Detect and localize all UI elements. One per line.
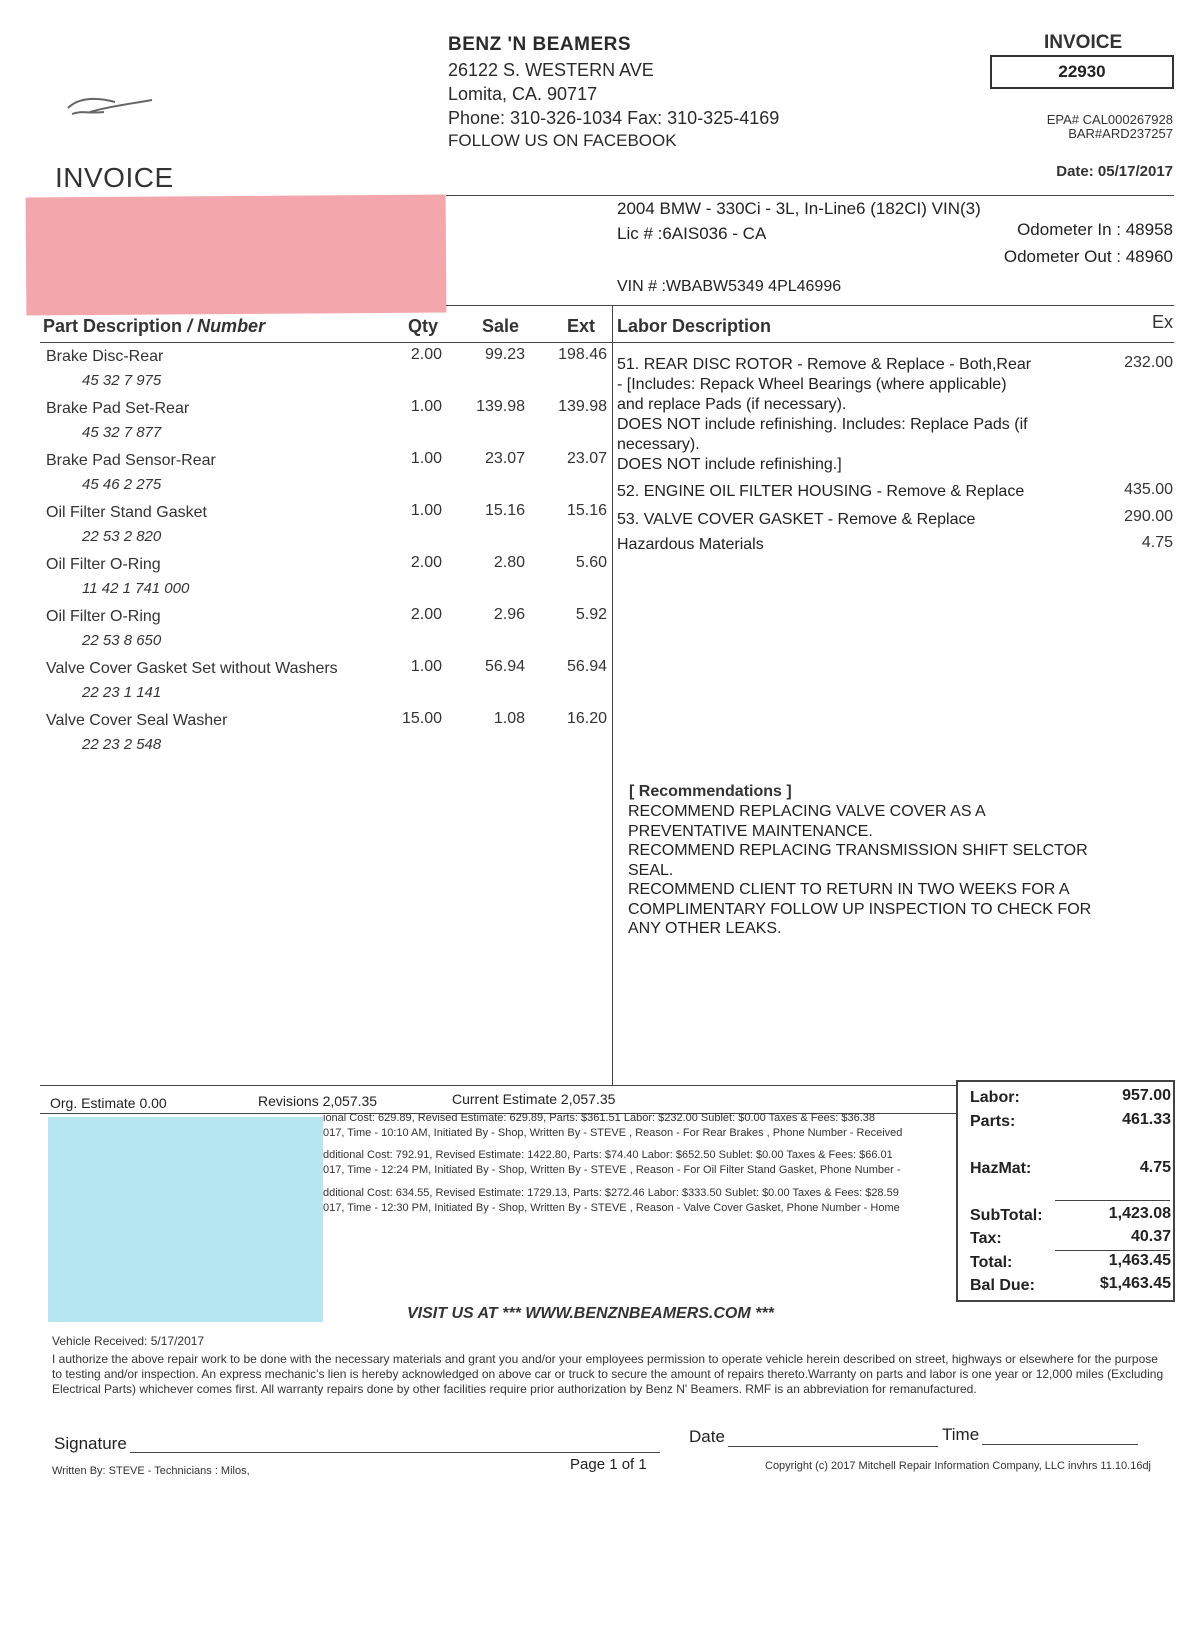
labor-amount-1: 232.00 bbox=[1124, 354, 1173, 371]
part-number: 11 42 1 741 000 bbox=[82, 580, 190, 597]
totals-total-label: Total: bbox=[970, 1254, 1013, 1271]
totals-tax-label: Tax: bbox=[970, 1230, 1002, 1247]
totals-total-value: 1,463.45 bbox=[1108, 1252, 1171, 1269]
signature-line bbox=[130, 1452, 660, 1453]
written-by: Written By: STEVE - Technicians : Milos, bbox=[52, 1465, 250, 1477]
column-header-divider bbox=[40, 342, 1174, 343]
labor-amount-3: 290.00 bbox=[1124, 508, 1173, 525]
part-qty: 1.00 bbox=[410, 502, 442, 519]
part-sale: 2.96 bbox=[493, 606, 525, 623]
company-address: 26122 S. WESTERN AVE bbox=[448, 60, 654, 80]
company-name: BENZ 'N BEAMERS bbox=[448, 34, 632, 55]
totals-hazmat-label: HazMat: bbox=[970, 1160, 1032, 1177]
labor-line-3: 53. VALVE COVER GASKET - Remove & Replace bbox=[617, 511, 976, 528]
part-ext: 15.16 bbox=[566, 502, 607, 519]
part-ext: 5.60 bbox=[575, 554, 607, 571]
part-number: 45 32 7 975 bbox=[82, 372, 162, 389]
bar-number: BAR#ARD237257 bbox=[1068, 126, 1173, 141]
part-description: Valve Cover Gasket Set without Washers bbox=[46, 660, 338, 677]
part-sale: 139.98 bbox=[476, 398, 525, 415]
parts-header-ext: Ext bbox=[567, 316, 596, 336]
time-line bbox=[982, 1444, 1138, 1445]
redacted-estimate-info bbox=[48, 1117, 323, 1322]
parts-header-desc bbox=[43, 316, 265, 337]
part-ext: 23.07 bbox=[566, 450, 607, 467]
license-numbers bbox=[1047, 113, 1173, 141]
invoice-number-box bbox=[990, 55, 1174, 89]
redacted-customer-info bbox=[26, 195, 447, 316]
vehicle-divider bbox=[446, 305, 1174, 306]
part-number: 45 32 7 877 bbox=[82, 424, 162, 441]
parts-header-qty: Qty bbox=[408, 316, 439, 336]
copyright: Copyright (c) 2017 Mitchell Repair Information Company, LLC invhrs 11.10.16dj bbox=[765, 1460, 1151, 1472]
part-ext: 5.92 bbox=[575, 606, 607, 623]
parts-header-number-label: / Number bbox=[187, 316, 266, 336]
part-description: Oil Filter O-Ring bbox=[46, 556, 161, 573]
company-logo bbox=[60, 88, 160, 120]
company-phone-fax: Phone: 310-326-1034 Fax: 310-325-4169 bbox=[448, 108, 780, 128]
date-line bbox=[728, 1446, 938, 1447]
part-sale: 99.23 bbox=[484, 346, 525, 363]
labor-line-1: 51. REAR DISC ROTOR - Remove & Replace - Both,Rear - [Includes: Repack Wheel Bearings (where applicable) and replace Pads (if necessary). DOES NOT include refinishing. Includes: Replace Pads (if necessary). DOES NOT include refinishing.] bbox=[617, 356, 1032, 473]
part-sale: 15.16 bbox=[484, 502, 525, 519]
part-description: Oil Filter Stand Gasket bbox=[46, 504, 207, 521]
odometer-in: Odometer In : 48958 bbox=[1017, 220, 1173, 239]
recommendations-title: [ Recommendations ] bbox=[629, 783, 792, 800]
invoice-number: 22930 bbox=[1058, 62, 1106, 81]
labor-amount-4: 4.75 bbox=[1141, 534, 1173, 551]
totals-subtotal-value: 1,423.08 bbox=[1108, 1205, 1171, 1222]
totals-subtotal-label: SubTotal: bbox=[970, 1207, 1043, 1224]
labor-header-ext: Ex bbox=[1151, 312, 1173, 332]
part-qty: 1.00 bbox=[410, 658, 442, 675]
part-description: Brake Pad Sensor-Rear bbox=[46, 452, 216, 469]
part-sale: 23.07 bbox=[484, 450, 525, 467]
totals-hazmat-value: 4.75 bbox=[1139, 1159, 1171, 1176]
estimate-line-4: 017, Time - 12:24 PM, Initiated By - Shop, Written By - STEVE , Reason - For Oil Filter Stand Gasket, Phone Number - bbox=[323, 1164, 901, 1176]
totals-parts-value: 461.33 bbox=[1122, 1111, 1171, 1128]
vehicle-license: Lic # :6AIS036 - CA bbox=[617, 224, 767, 243]
part-number: 45 46 2 275 bbox=[82, 476, 162, 493]
time-label: Time bbox=[942, 1425, 980, 1444]
odometer-out: Odometer Out : 48960 bbox=[1003, 247, 1173, 266]
part-description: Valve Cover Seal Washer bbox=[46, 712, 228, 729]
epa-number: EPA# CAL000267928 bbox=[1046, 112, 1173, 127]
estimate-line-2: 017, Time - 10:10 AM, Initiated By - Shop, Written By - STEVE , Reason - For Rear Brakes , Phone Number - Received bbox=[323, 1127, 903, 1139]
company-city: Lomita, CA. 90717 bbox=[448, 84, 598, 104]
part-qty: 1.00 bbox=[410, 450, 442, 467]
totals-parts-label: Parts: bbox=[970, 1113, 1016, 1130]
labor-amount-2: 435.00 bbox=[1124, 481, 1173, 498]
totals-tax-value: 40.37 bbox=[1130, 1228, 1171, 1245]
part-qty: 2.00 bbox=[410, 606, 442, 623]
totals-labor-value: 957.00 bbox=[1122, 1087, 1171, 1104]
parts-labor-divider bbox=[612, 305, 613, 1085]
authorization-terms: I authorize the above repair work to be done with the necessary materials and grant you and/or your employees permission to operate vehicle herein described on street, highways or elsewhere for the purpose to testing and/or inspection. An express mechanic's lien is hereby acknowledged on above car or truck to secure the amount of repairs thereto.Warranty on parts and labor is one year or 12,000 miles (Excluding Electrical Parts) whichever comes first. All warranty repairs done by other facilities require prior authorization by Benz N' Beamers. RMF is an abbreviation for remanufactured. bbox=[52, 1352, 1164, 1396]
part-sale: 2.80 bbox=[493, 554, 525, 571]
website-line: VISIT US AT *** WWW.BENZNBEAMERS.COM *** bbox=[407, 1305, 774, 1322]
part-sale: 1.08 bbox=[493, 710, 525, 727]
subtotal-rule bbox=[1055, 1200, 1170, 1201]
parts-header-sale: Sale bbox=[482, 316, 520, 336]
totals-labor-label: Labor: bbox=[970, 1089, 1020, 1106]
page-title: INVOICE bbox=[55, 162, 174, 193]
part-qty: 2.00 bbox=[410, 554, 442, 571]
vehicle-model: 2004 BMW - 330Ci - 3L, In-Line6 (182CI) VIN(3) bbox=[617, 199, 981, 218]
header-divider bbox=[446, 195, 1174, 196]
revisions-total: Revisions 2,057.35 bbox=[258, 1093, 378, 1109]
part-ext: 139.98 bbox=[558, 398, 607, 415]
totals-balance-value: $1,463.45 bbox=[1099, 1275, 1171, 1292]
part-qty: 2.00 bbox=[410, 346, 442, 363]
part-ext: 16.20 bbox=[566, 710, 607, 727]
part-number: 22 53 8 650 bbox=[82, 632, 162, 649]
labor-line-4: Hazardous Materials bbox=[617, 536, 764, 553]
labor-line-2: 52. ENGINE OIL FILTER HOUSING - Remove & Replace bbox=[617, 483, 1025, 500]
signature-label: Signature bbox=[54, 1434, 127, 1453]
date-label: Date bbox=[689, 1427, 725, 1446]
total-rule bbox=[1055, 1250, 1170, 1251]
estimates-divider bbox=[40, 1085, 956, 1086]
labor-header-desc: Labor Description bbox=[617, 316, 772, 336]
invoice-date: Date: 05/17/2017 bbox=[1056, 163, 1173, 180]
part-description: Oil Filter O-Ring bbox=[46, 608, 161, 625]
invoice-label: INVOICE bbox=[1044, 32, 1123, 53]
estimate-line-6: 017, Time - 12:30 PM, Initiated By - Shop, Written By - STEVE , Reason - Valve Cover Gasket, Phone Number - Home bbox=[323, 1202, 900, 1214]
part-ext: 198.46 bbox=[558, 346, 607, 363]
original-estimate: Org. Estimate 0.00 bbox=[50, 1095, 167, 1111]
estimate-line-5: dditional Cost: 634.55, Revised Estimate: 1729.13, Parts: $272.46 Labor: $333.50 Sublet: $0.00 Taxes & Fees: $28.59 bbox=[323, 1187, 899, 1199]
vehicle-received: Vehicle Received: 5/17/2017 bbox=[52, 1334, 205, 1348]
page-number: Page 1 of 1 bbox=[570, 1456, 647, 1473]
vehicle-vin: VIN # :WBABW5349 4PL46996 bbox=[617, 278, 842, 295]
part-number: 22 23 1 141 bbox=[82, 684, 162, 701]
totals-balance-label: Bal Due: bbox=[970, 1277, 1035, 1294]
company-social: FOLLOW US ON FACEBOOK bbox=[448, 131, 677, 150]
part-description: Brake Disc-Rear bbox=[46, 348, 164, 365]
recommendations-text: RECOMMEND REPLACING VALVE COVER AS A PREVENTATIVE MAINTENANCE. RECOMMEND REPLACING TRANSMISSION SHIFT SELCTOR SEAL. RECOMMEND CLIENT TO RETURN IN TWO WEEKS FOR A COMPLIMENTARY FOLLOW UP INSPECTION TO CHECK FOR ANY OTHER LEAKS. bbox=[628, 803, 1092, 937]
parts-header-desc-label: Part Description bbox=[43, 316, 183, 336]
estimate-line-3: dditional Cost: 792.91, Revised Estimate: 1422.80, Parts: $74.40 Labor: $652.50 Sublet: $0.00 Taxes & Fees: $66.01 bbox=[323, 1149, 893, 1161]
part-sale: 56.94 bbox=[484, 658, 525, 675]
part-qty: 1.00 bbox=[410, 398, 442, 415]
part-ext: 56.94 bbox=[566, 658, 607, 675]
part-qty: 15.00 bbox=[401, 710, 442, 727]
estimate-line-1: ional Cost: 629.89, Revised Estimate: 629.89, Parts: $361.51 Labor: $232.00 Sublet: $0.00 Taxes & Fees: $36.38 bbox=[323, 1112, 875, 1124]
current-estimate: Current Estimate 2,057.35 bbox=[452, 1091, 616, 1107]
part-number: 22 53 2 820 bbox=[82, 528, 162, 545]
part-number: 22 23 2 548 bbox=[82, 736, 162, 753]
part-description: Brake Pad Set-Rear bbox=[46, 400, 190, 417]
